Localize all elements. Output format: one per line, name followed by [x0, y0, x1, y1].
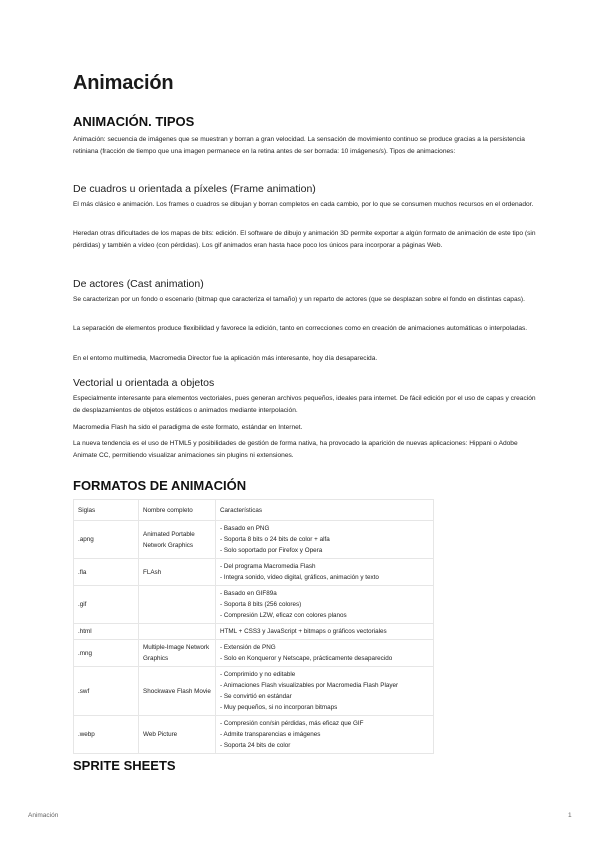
cell-caracteristicas: [216, 586, 434, 624]
char-line: HTML + CSS3 y JavaScript + bitmaps o gráficos vectoriales: [220, 628, 387, 635]
subheading-pixeles: De cuadros u orientada a píxeles (Frame animation): [73, 183, 316, 195]
cell-caracteristicas: [216, 716, 434, 754]
char-line: - Integra sonido, vídeo digital, gráficos, animación y texto: [220, 574, 379, 581]
paragraph-pixeles-2: Heredan otras dificultades de los mapas de bits: edición. El software de dibujo y animación 3D permite exportar a algún formato de animación de este tipo (sin pérdidas) y también a vídeo (con pérdidas). Los gif animados eran hasta hace poco los únicos para incorporar a páginas Web.: [73, 230, 536, 249]
char-line: - Basado en GIF89a: [220, 590, 277, 597]
footer-title: Animación: [28, 812, 59, 819]
char-line: - Compresión con/sin pérdidas, más eficaz que GIF: [220, 720, 364, 727]
char-line: - Del programa Macromedia Flash: [220, 563, 316, 570]
cell-caracteristicas: [216, 640, 434, 667]
cell-siglas: .fla: [74, 559, 139, 586]
cell-siglas: .apng: [74, 521, 139, 559]
cell-nombre: Shockwave Flash Movie: [139, 667, 216, 716]
char-line: - Soporta 8 bits (256 colores): [220, 601, 302, 608]
cell-caracteristicas: [216, 624, 434, 640]
cell-nombre: [139, 586, 216, 624]
table-row: [74, 716, 434, 754]
page-title: Animación: [73, 72, 174, 94]
cell-siglas: .mng: [74, 640, 139, 667]
table-header-row: [74, 500, 434, 521]
char-line: - Solo soportado por Firefox y Opera: [220, 547, 323, 554]
cell-siglas: .gif: [74, 586, 139, 624]
table-row: [74, 667, 434, 716]
paragraph-vectorial-1: Especialmente interesante para elementos vectoriales, pues generan archivos pequeños, ideales para internet. De fácil edición por el uso de capas y creación de desplazamientos de objetos estáticos o animados mediante interpolación.: [73, 395, 536, 414]
table-row: [74, 521, 434, 559]
paragraph-actores-2: La separación de elementos produce flexibilidad y favorece la edición, tanto en correcciones como en creación de animaciones automáticas o interpoladas.: [73, 325, 528, 332]
char-line: - Se convirtió en estándar: [220, 693, 292, 700]
paragraph-actores-1: Se caracterizan por un fondo o escenario (bitmap que caracteriza el tamaño) y un reparto de actores (que se desplazan sobre el fondo en distintas capas).: [73, 296, 525, 303]
table-row: [74, 559, 434, 586]
section-heading-tipos: ANIMACIÓN. TIPOS: [73, 114, 195, 129]
char-line: - Extensión de PNG: [220, 644, 276, 651]
paragraph-vectorial-2: Macromedia Flash ha sido el paradigma de este formato, estándar en Internet.: [73, 424, 303, 431]
paragraph-actores-3: En el entorno multimedia, Macromedia Director fue la aplicación más interesante, hoy día desaparecida.: [73, 355, 378, 362]
cell-siglas: .swf: [74, 667, 139, 716]
column-header-siglas: Siglas: [74, 500, 139, 521]
char-line: - Compresión LZW, eficaz con colores planos: [220, 612, 347, 619]
table-row: [74, 586, 434, 624]
subheading-actores: De actores (Cast animation): [73, 278, 204, 290]
char-line: - Animaciones Flash visualizables por Macromedia Flash Player: [220, 682, 399, 689]
page-number: 1: [568, 812, 572, 819]
cell-siglas: .html: [74, 624, 139, 640]
section-heading-sprite: SPRITE SHEETS: [73, 758, 176, 773]
char-line: - Soporta 8 bits o 24 bits de color + alfa: [220, 536, 330, 543]
paragraph-intro: Animación: secuencia de imágenes que se muestran y borran a gran velocidad. La sensación de movimiento continuo se produce gracias a la persistencia retiniana (fracción de tiempo que una imagen permanece en la retina antes de ser borrada: 10 imágenes/s). Tipos de animaciones:: [73, 136, 525, 155]
cell-caracteristicas: [216, 667, 434, 716]
cell-siglas: .webp: [74, 716, 139, 754]
cell-nombre: FLAsh: [139, 559, 216, 586]
char-line: - Soporta 24 bits de color: [220, 742, 291, 749]
cell-nombre: Web Picture: [139, 716, 216, 754]
cell-nombre: [139, 624, 216, 640]
char-line: - Muy pequeños, si no incorporan bitmaps: [220, 704, 338, 711]
column-header-nombre: Nombre completo: [139, 500, 216, 521]
char-line: - Admite transparencias e imágenes: [220, 731, 321, 738]
cell-caracteristicas: [216, 521, 434, 559]
cell-caracteristicas: [216, 559, 434, 586]
char-line: - Solo en Konqueror y Netscape, prácticamente desaparecido: [220, 655, 393, 662]
paragraph-vectorial-3: La nueva tendencia es el uso de HTML5 y posibilidades de gestión de forma nativa, ha provocado la aparición de nuevas aplicaciones: Hippani o Adobe Animate CC, permitiendo visualizar animaciones sin plugins ni extensiones.: [73, 440, 518, 459]
paragraph-pixeles-1: El más clásico e animación. Los frames o cuadros se dibujan y borran completos en cada cambio, por lo que se consumen muchos recursos en el ordenador.: [73, 201, 534, 208]
cell-nombre: Multiple-Image Network Graphics: [139, 640, 216, 667]
char-line: - Comprimido y no editable: [220, 671, 296, 678]
table-row: [74, 624, 434, 640]
cell-nombre: Animated Portable Network Graphics: [139, 521, 216, 559]
subheading-vectorial: Vectorial u orientada a objetos: [73, 377, 215, 389]
table-row: [74, 640, 434, 667]
column-header-caracteristicas: Características: [216, 500, 434, 521]
formats-table: [73, 499, 434, 754]
section-heading-formatos: FORMATOS DE ANIMACIÓN: [73, 478, 247, 493]
char-line: - Basado en PNG: [220, 525, 270, 532]
